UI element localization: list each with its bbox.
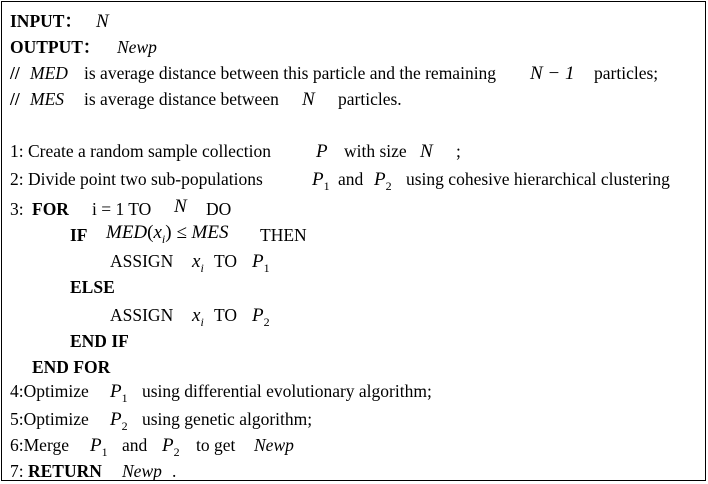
if-line [2, 223, 706, 248]
var-xi: $x_i$ [192, 251, 204, 275]
assign-line-2 [2, 303, 706, 328]
comment-line-1 [2, 61, 706, 86]
step-num: 6:Merge [10, 435, 69, 455]
step-6 [2, 433, 706, 458]
keyword-do: DO [206, 199, 232, 219]
step-text: 1: Create a random sample collection [10, 141, 271, 161]
step-num: 3: [10, 199, 24, 219]
var-p1: $P_1$ [252, 251, 270, 275]
comment-var-mes: MES [30, 89, 65, 109]
comment-prefix: // [10, 89, 20, 109]
step-num: 7: [10, 461, 24, 481]
keyword-to: TO [214, 251, 238, 271]
step-end: . [172, 461, 177, 481]
keyword-endif: END IF [70, 331, 129, 351]
comment-expr: N − 1 [530, 63, 575, 84]
var-newp: Newp [254, 435, 294, 455]
output-value: Newp [117, 37, 157, 57]
step-text: to get [196, 435, 236, 455]
comment-text: particles. [338, 89, 402, 109]
step-num: 4:Optimize [10, 381, 89, 401]
assign-line-1 [2, 249, 706, 274]
var-p1: $P_1$ [312, 169, 330, 193]
step-text: with size [344, 141, 407, 161]
var-p1: $P_1$ [90, 435, 108, 459]
var-p2: $P_2$ [110, 409, 128, 433]
else-line [2, 275, 706, 300]
step-3-for [2, 197, 706, 222]
var-xi: $x_i$ [192, 305, 204, 329]
var-p: P [316, 141, 328, 162]
for-var: N [174, 196, 187, 217]
output-line [2, 35, 706, 60]
keyword-for: FOR [32, 199, 69, 219]
comment-expr: N [302, 89, 315, 110]
keyword-assign: ASSIGN [110, 251, 174, 271]
input-value: N [96, 11, 109, 32]
var-p2: $P_2$ [252, 305, 270, 329]
comment-line-2 [2, 87, 706, 112]
keyword-if: IF [70, 225, 88, 245]
keyword-return: RETURN [28, 461, 102, 481]
output-label: OUTPUT： [10, 37, 101, 57]
comment-var-med: MED [30, 63, 68, 83]
comment-text: is average distance between [84, 89, 279, 109]
for-range: i = 1 TO [92, 199, 152, 219]
var-p1: $P_1$ [110, 381, 128, 405]
var-newp: Newp [122, 461, 162, 481]
comment-text: is average distance between this particle and the remaining [84, 63, 497, 83]
input-line [2, 9, 706, 34]
step-num: 5:Optimize [10, 409, 89, 429]
step-text: 2: Divide point two sub-populations [10, 169, 263, 189]
endif-line [2, 329, 706, 354]
condition-expression: $MED(x_i)$ ≤ MES [106, 222, 229, 246]
and-word: and [338, 169, 364, 189]
step-text: ; [456, 141, 461, 161]
keyword-else: ELSE [70, 277, 115, 297]
comment-text: particles; [594, 63, 659, 83]
step-5 [2, 407, 706, 432]
var-n: N [420, 141, 433, 162]
step-4 [2, 379, 706, 404]
endfor-line [2, 355, 706, 380]
keyword-endfor: END FOR [32, 357, 111, 377]
step-text: using differential evolutionary algorithm; [142, 381, 432, 401]
step-1 [2, 139, 706, 164]
input-label: INPUT： [10, 11, 82, 31]
var-p2: $P_2$ [162, 435, 180, 459]
var-p2: $P_2$ [374, 169, 392, 193]
keyword-to: TO [214, 305, 238, 325]
keyword-then: THEN [260, 225, 307, 245]
algorithm-box [1, 1, 706, 481]
step-2 [2, 167, 706, 192]
comment-prefix: // [10, 63, 20, 83]
step-text: using cohesive hierarchical clustering [406, 169, 670, 189]
step-7 [2, 459, 706, 484]
keyword-assign: ASSIGN [110, 305, 174, 325]
and-word: and [122, 435, 148, 455]
step-text: using genetic algorithm; [142, 409, 313, 429]
